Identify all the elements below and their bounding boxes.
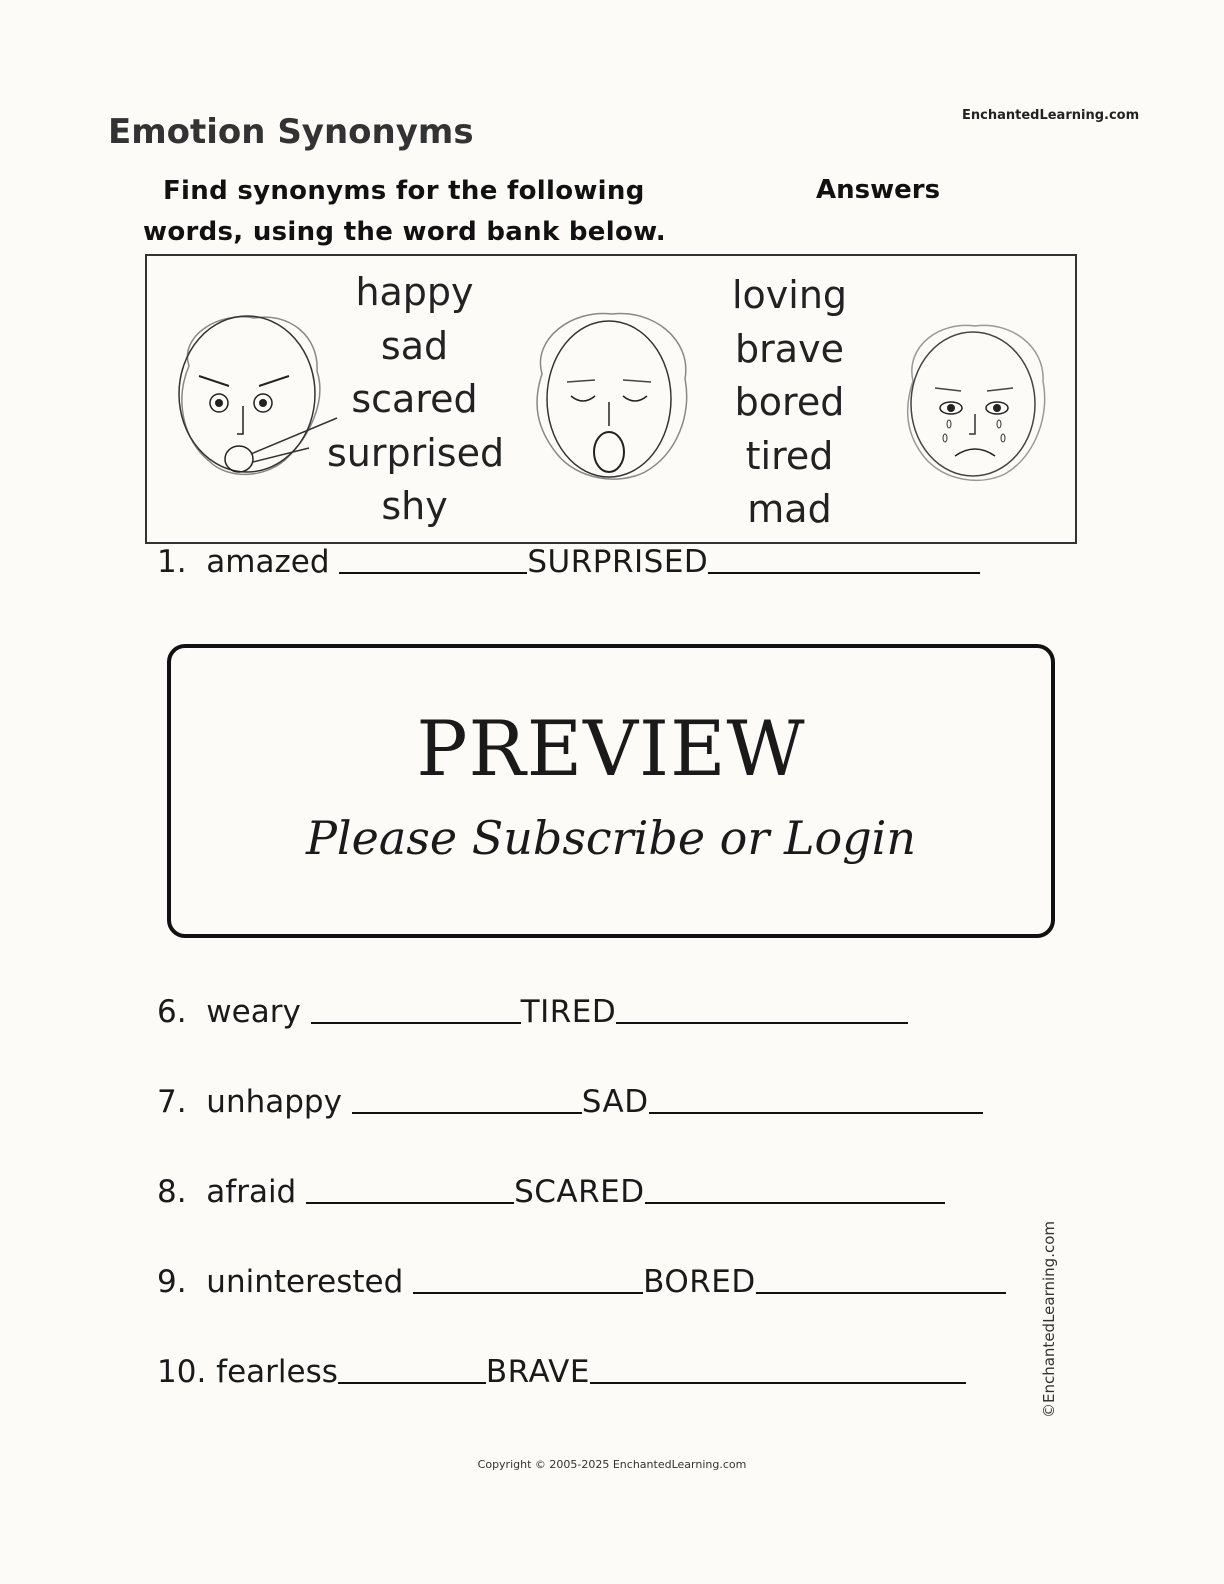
- answer-text: SAD: [581, 1084, 649, 1120]
- side-copyright: ©EnchantedLearning.com: [1040, 1221, 1058, 1418]
- answers-heading: Answers: [816, 175, 941, 205]
- answer-text: BORED: [643, 1264, 756, 1300]
- preview-title: PREVIEW: [416, 704, 806, 793]
- question-number: 9.: [157, 1264, 187, 1300]
- answer-text: BRAVE: [485, 1354, 590, 1390]
- question-row: [157, 1354, 966, 1390]
- question-number: 8.: [157, 1174, 187, 1210]
- question-word: afraid: [206, 1174, 297, 1210]
- question-row-hidden: [157, 636, 167, 672]
- answer-blank: [338, 1380, 486, 1384]
- site-name: EnchantedLearning.com: [962, 108, 1140, 123]
- word-bank: [145, 254, 1077, 544]
- bank-word: mad: [747, 487, 832, 531]
- answer-blank: [616, 1020, 908, 1024]
- bank-word: happy: [355, 270, 474, 314]
- bank-word: brave: [735, 326, 844, 371]
- page-title: Emotion Synonyms: [108, 112, 474, 152]
- question-word: amazed: [206, 544, 330, 580]
- bank-word: loving: [731, 273, 848, 317]
- question-row: [157, 1084, 983, 1120]
- instructions-line-1: Find synonyms for the following: [163, 176, 645, 206]
- answer-blank: [645, 1200, 945, 1204]
- preview-overlay[interactable]: [167, 644, 1055, 938]
- answer-blank: [413, 1290, 643, 1294]
- bank-word: scared: [351, 377, 478, 421]
- question-number: 6.: [157, 994, 187, 1030]
- answer-blank: [590, 1380, 966, 1384]
- surprised-face-icon: [527, 304, 697, 484]
- answer-text: TIRED: [520, 994, 617, 1030]
- answer-blank: [708, 570, 980, 574]
- question-number: 10.: [157, 1354, 207, 1390]
- question-word: weary: [206, 994, 301, 1030]
- answer-text: SURPRISED: [527, 544, 709, 580]
- preview-subtitle[interactable]: Please Subscribe or Login: [305, 811, 917, 865]
- answer-blank: [352, 1110, 582, 1114]
- word-bank-left-column: [327, 266, 505, 534]
- question-row: [157, 1174, 945, 1210]
- question-word: fearless: [216, 1354, 338, 1390]
- question-row: [157, 994, 908, 1030]
- bank-word: tired: [745, 433, 834, 478]
- bank-word: surprised: [327, 430, 505, 475]
- crying-face-icon: [895, 316, 1055, 486]
- bank-word: shy: [381, 484, 448, 528]
- answer-text: SCARED: [514, 1174, 645, 1210]
- footer-copyright: Copyright © 2005-2025 EnchantedLearning.com: [477, 1458, 747, 1471]
- bank-word: bored: [734, 380, 845, 424]
- answer-blank: [339, 570, 527, 574]
- question-word: uninterested: [206, 1264, 404, 1300]
- question-number: 1.: [157, 544, 187, 580]
- instructions-line-2: words, using the word bank below.: [143, 217, 666, 247]
- question-row: [157, 544, 980, 580]
- answer-blank: [311, 1020, 521, 1024]
- question-number: 7.: [157, 1084, 187, 1120]
- word-bank-right-column: [702, 269, 877, 537]
- question-row: [157, 1264, 1006, 1300]
- answer-blank: [756, 1290, 1006, 1294]
- answer-blank: [306, 1200, 514, 1204]
- answer-blank: [649, 1110, 983, 1114]
- angry-face-icon: [159, 306, 339, 486]
- bank-word: sad: [380, 323, 449, 368]
- question-word: unhappy: [206, 1084, 342, 1120]
